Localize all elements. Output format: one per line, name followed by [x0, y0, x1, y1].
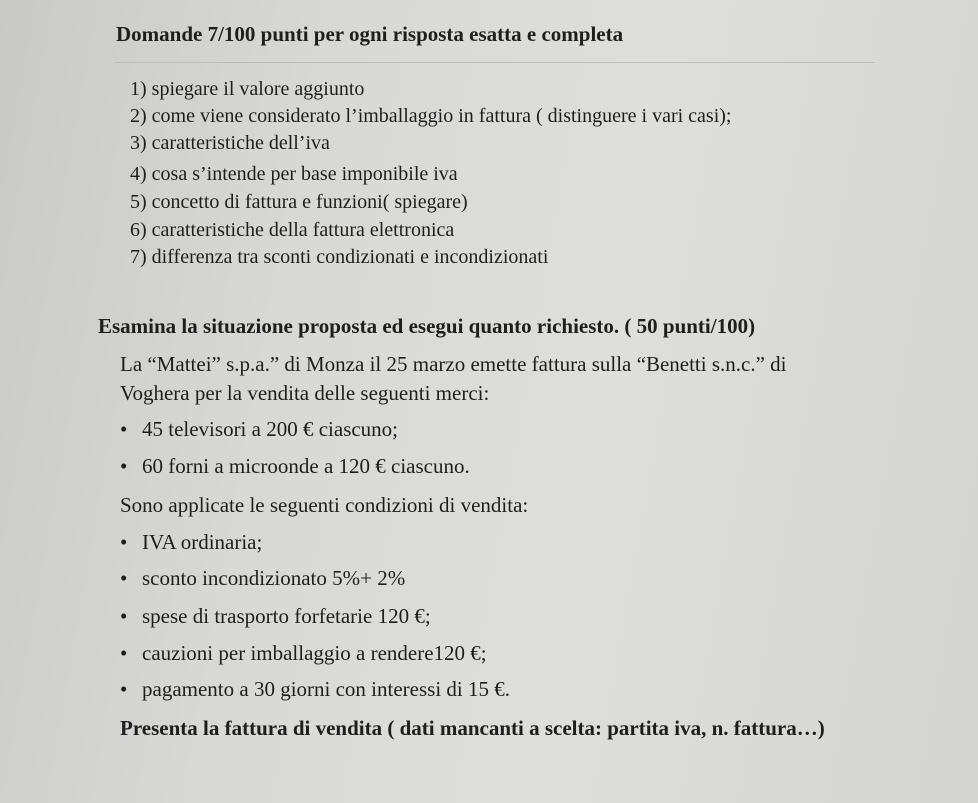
question-text: cosa s’intende per base imponibile iva [151, 163, 458, 185]
condition-text: IVA ordinaria; [142, 530, 263, 554]
condition-text: sconto incondizionato 5%+ 2% [142, 566, 406, 590]
question-text: differenza tra sconti condizionati e incondizionati [151, 246, 549, 268]
question-item [130, 78, 364, 101]
bullet-icon: • [120, 417, 128, 441]
conditions-intro: Sono applicate le seguenti condizioni di vendita: [120, 493, 529, 517]
goods-text: 45 televisori a 200 € ciascuno; [142, 417, 399, 441]
section2-title: Esamina la situazione proposta ed esegui quanto richiesto. ( 50 punti/100) [98, 314, 756, 338]
condition-item [120, 641, 487, 666]
question-number: 2) [130, 105, 147, 127]
condition-item [120, 604, 431, 629]
question-number: 3) [130, 132, 147, 154]
condition-text: spese di trasporto forfetarie 120 €; [142, 604, 431, 628]
bullet-icon: • [120, 677, 128, 701]
bullet-icon: • [120, 641, 128, 665]
goods-item [120, 454, 470, 479]
question-number: 1) [130, 78, 147, 100]
question-item [130, 246, 548, 269]
question-item [130, 219, 454, 242]
question-text: come viene considerato l’imballaggio in fattura ( distinguere i vari casi); [151, 105, 732, 127]
condition-item [120, 677, 510, 702]
condition-item [120, 566, 405, 591]
question-text: caratteristiche della fattura elettronica [151, 219, 455, 241]
question-number: 7) [130, 246, 147, 268]
goods-item [120, 417, 398, 442]
question-item [130, 105, 731, 128]
condition-text: pagamento a 30 giorni con interessi di 15 €. [142, 677, 511, 701]
question-text: concetto di fattura e funzioni( spiegare) [151, 191, 468, 213]
final-instruction: Presenta la fattura di vendita ( dati mancanti a scelta: partita iva, n. fattura…) [120, 716, 825, 740]
bullet-icon: • [120, 566, 128, 590]
question-number: 5) [130, 191, 147, 213]
question-item [130, 191, 468, 214]
question-text: spiegare il valore aggiunto [151, 78, 365, 100]
condition-item [120, 530, 262, 555]
bullet-icon: • [120, 604, 128, 628]
bullet-icon: • [120, 530, 128, 554]
goods-text: 60 forni a microonde a 120 € ciascuno. [142, 454, 470, 478]
divider [115, 62, 875, 63]
condition-text: cauzioni per imballaggio a rendere120 €; [142, 641, 487, 665]
bullet-icon: • [120, 454, 128, 478]
intro-text: Voghera per la vendita delle seguenti merci: [120, 381, 490, 405]
intro-text: La “Mattei” s.p.a.” di Monza il 25 marzo emette fattura sulla “Benetti s.n.c.” di [120, 352, 787, 376]
question-number: 4) [130, 163, 147, 185]
question-item [130, 132, 330, 155]
question-item [130, 163, 458, 186]
question-number: 6) [130, 219, 147, 241]
section1-title: Domande 7/100 punti per ogni risposta esatta e completa [116, 22, 624, 46]
question-text: caratteristiche dell’iva [151, 132, 330, 154]
